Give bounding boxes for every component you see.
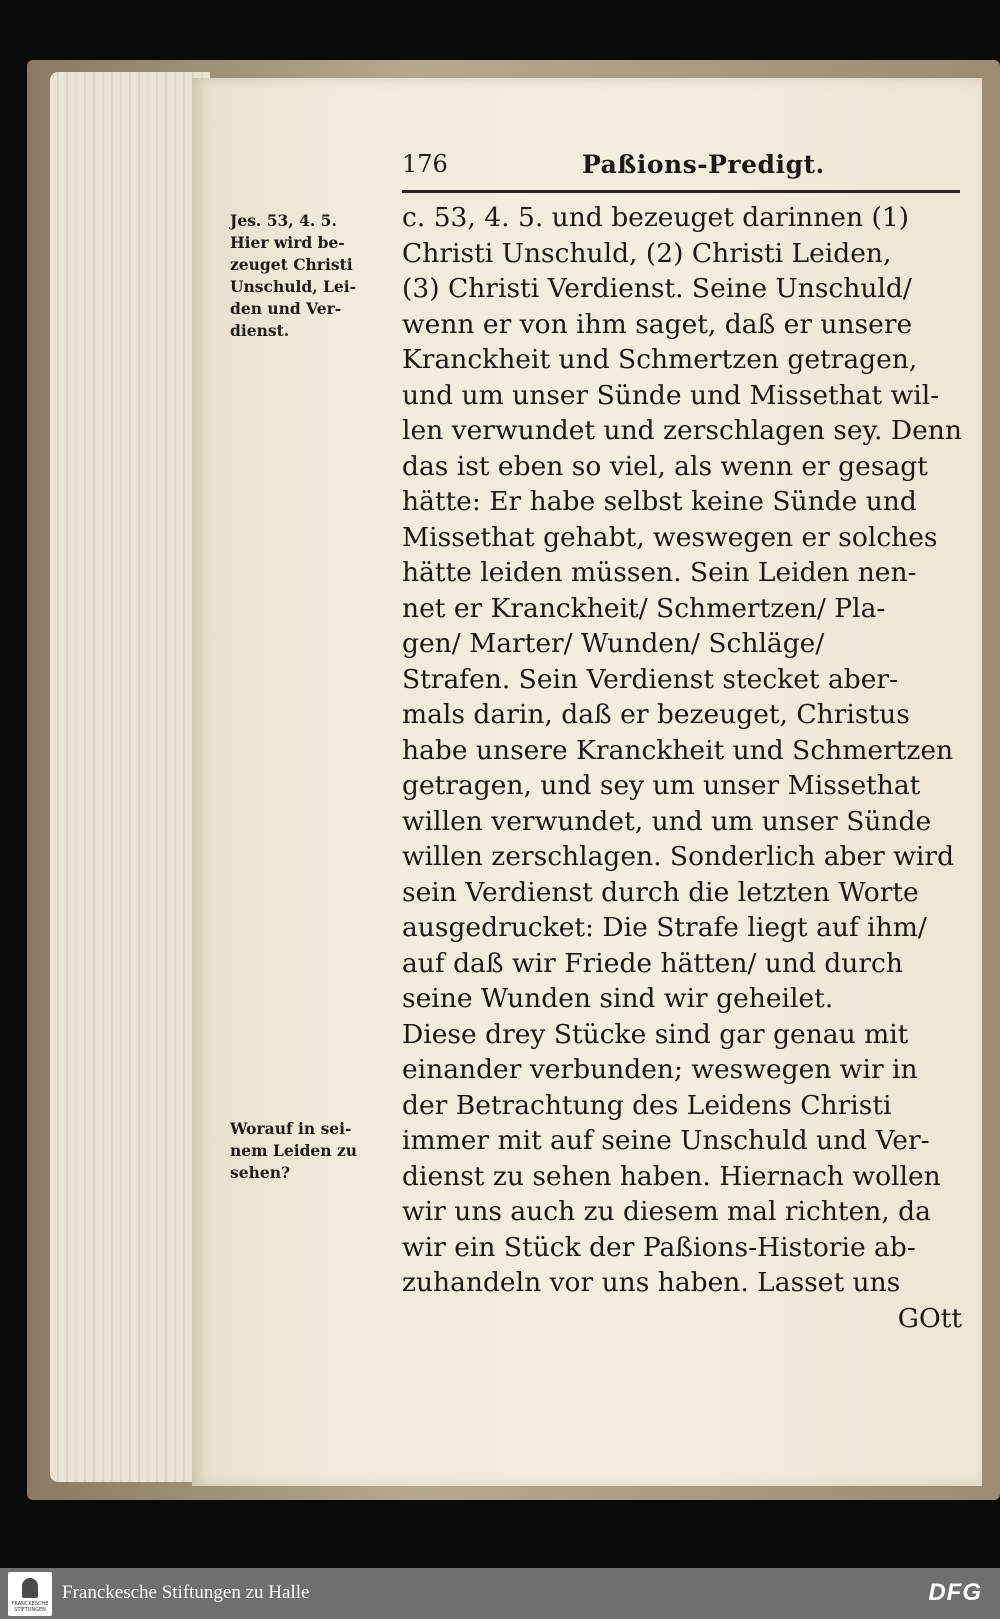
header-rule	[402, 190, 960, 193]
margin-note-scripture	[230, 210, 380, 342]
margin-line: Jes. 53, 4. 5.	[230, 211, 337, 230]
text-line: mals darin, daß er bezeuget, Christus	[402, 699, 910, 730]
text-line: Christi Unschuld, (2) Christi Leiden,	[402, 237, 892, 269]
margin-note-question	[230, 1118, 380, 1184]
text-line: (3) Christi Verdienst. Seine Unschuld/	[402, 273, 912, 304]
margin-line: den und Ver-	[230, 299, 342, 318]
margin-line: sehen?	[230, 1163, 291, 1182]
text-line: hätte leiden müssen. Sein Leiden nen-	[402, 557, 917, 588]
text-line: einander verbunden; weswegen wir in	[402, 1054, 918, 1085]
text-line: Missethat gehabt, weswegen er solches	[402, 521, 938, 553]
text-line: Diese drey Stücke sind gar genau mit	[402, 1018, 909, 1050]
text-line: Strafen. Sein Verdienst stecket aber-	[402, 663, 899, 695]
text-line: willen zerschlagen. Sonderlich aber wird	[402, 841, 955, 872]
catchword: GOtt	[897, 1302, 962, 1334]
institution-name[interactable]: Franckesche Stiftungen zu Halle	[62, 1582, 310, 1603]
text-line: c. 53, 4. 5. und bezeuget darinnen (1)	[402, 202, 910, 233]
margin-line: zeuget Christi	[230, 255, 353, 274]
margin-line: dienst.	[230, 321, 290, 340]
text-line: willen verwundet, und um unser Sünde	[402, 805, 932, 837]
margin-line: Hier wird be-	[230, 233, 345, 252]
institution-logo[interactable]	[8, 1572, 52, 1616]
page-number: 176	[402, 150, 448, 178]
text-line: sein Verdienst durch die letzten Worte	[402, 876, 919, 908]
logo-text: FRANCKESCHE STIFTUNGEN	[11, 1601, 49, 1613]
margin-line: Worauf in sei-	[230, 1119, 352, 1138]
text-line: len verwundet und zerschlagen sey. Denn	[402, 415, 962, 446]
page-edges	[50, 72, 210, 1482]
text-line: auf daß wir Friede hätten/ und durch	[402, 947, 903, 979]
text-line: wir uns auch zu diesem mal richten, da	[402, 1196, 931, 1227]
text-line: ausgedrucket: Die Strafe liegt auf ihm/	[402, 912, 927, 943]
text-line: seine Wunden sind wir geheilet.	[402, 983, 834, 1014]
running-head: Paßions-Predigt.	[582, 150, 825, 179]
text-line: der Betrachtung des Leidens Christi	[402, 1089, 892, 1121]
footer-bar	[0, 1568, 1000, 1619]
text-line: wir ein Stück der Paßions-Historie ab-	[402, 1231, 916, 1263]
logo-mark-icon	[22, 1578, 38, 1598]
text-line: das ist eben so viel, als wenn er gesagt	[402, 450, 928, 482]
text-line: getragen, und sey um unser Missethat	[402, 770, 921, 801]
text-line: net er Kranckheit/ Schmertzen/ Pla-	[402, 592, 886, 624]
margin-line: Unschuld, Lei-	[230, 277, 357, 296]
text-line: Kranckheit und Schmertzen getragen,	[402, 344, 918, 375]
text-line: gen/ Marter/ Wunden/ Schläge/	[402, 628, 825, 659]
text-line: wenn er von ihm saget, daß er unsere	[402, 308, 913, 340]
text-line: dienst zu sehen haben. Hiernach wollen	[402, 1160, 941, 1192]
text-line: hätte: Er habe selbst keine Sünde und	[402, 486, 917, 517]
text-line: habe unsere Kranckheit und Schmertzen	[402, 734, 954, 766]
margin-line: nem Leiden zu	[230, 1141, 358, 1160]
page-header	[402, 150, 962, 190]
text-line: immer mit auf seine Unschuld und Ver-	[402, 1125, 930, 1156]
sermon-text	[402, 200, 962, 1336]
text-line: zuhandeln vor uns haben. Lasset uns	[402, 1267, 901, 1298]
dfg-logo[interactable]: DFG	[928, 1579, 982, 1606]
text-line: und um unser Sünde und Missethat wil-	[402, 379, 940, 411]
